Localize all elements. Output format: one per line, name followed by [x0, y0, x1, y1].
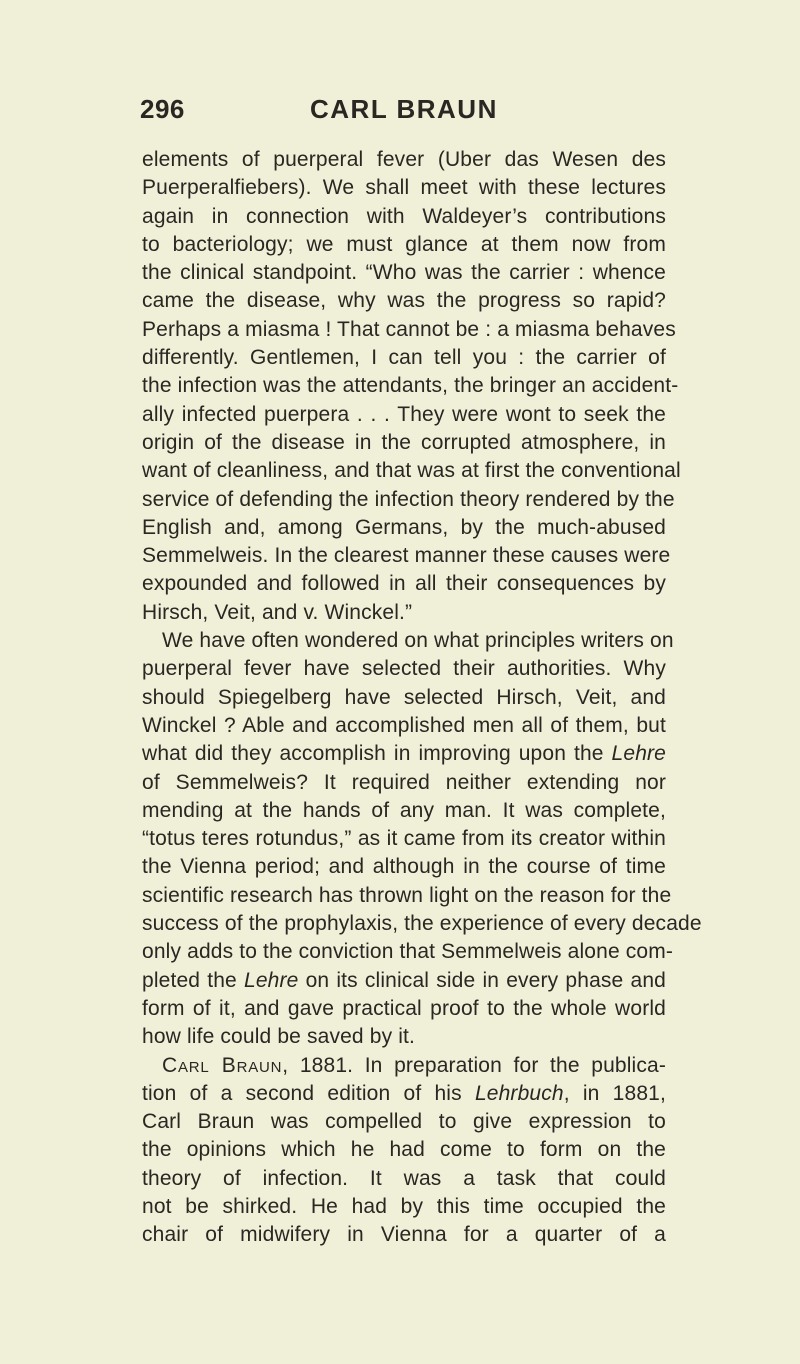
text-line: success of the prophylaxis, the experience of every decade	[142, 912, 702, 936]
text-line	[142, 1052, 666, 1080]
text-line: service of defending the infection theory rendered by the	[142, 487, 675, 511]
text-line: Hirsch, Veit, and v. Winckel.”	[142, 600, 413, 624]
text-line: the infection was the attendants, the bringer an accident-	[142, 374, 679, 398]
text-line: puerperal fever have selected their authorities. Why	[142, 657, 666, 681]
text-line: scientific research has thrown light on the reason for the	[142, 883, 672, 907]
text-line: to bacteriology; we must glance at them now from	[142, 232, 666, 256]
text-line: “totus teres rotundus,” as it came from its creator within	[142, 827, 666, 851]
text-line: only adds to the conviction that Semmelweis alone com-	[142, 940, 674, 964]
text-fragment: what did they accomplish in improving upon the	[142, 742, 604, 766]
text-line: We have often wondered on what principles writers on	[162, 629, 674, 653]
text-line: how life could be saved by it.	[142, 1025, 415, 1049]
running-title: CARL BRAUN	[310, 94, 498, 124]
text-line: origin of the disease in the corrupted atmosphere, in	[142, 430, 666, 454]
text-line: mending at the hands of any man. It was complete,	[142, 798, 666, 822]
text-fragment: , in 1881,	[563, 1081, 666, 1105]
text-line: English and, among Germans, by the much-abused	[142, 515, 666, 539]
text-line: Winckel ? Able and accomplished men all of them, but	[142, 713, 666, 737]
italic-term: Lehre	[611, 742, 666, 766]
text-line: Semmelweis. In the clearest manner these causes were	[142, 544, 671, 568]
text-line	[142, 967, 666, 995]
text-line	[142, 1080, 666, 1108]
text-line	[142, 740, 666, 768]
text-fragment: on its clinical side in every phase and	[305, 968, 666, 992]
small-caps-name: Carl Braun	[162, 1053, 283, 1077]
text-line: the clinical standpoint. “Who was the carrier : whence	[142, 261, 666, 285]
text-fragment: tion of a second edition of his	[142, 1081, 462, 1105]
text-line: Puerperalfiebers). We shall meet with these lectures	[142, 176, 666, 200]
text-line: ally infected puerpera . . . They were wont to seek the	[142, 402, 666, 426]
text-line: expounded and followed in all their consequences by	[142, 572, 666, 596]
text-fragment: , 1881. In preparation for the publica-	[282, 1053, 666, 1077]
text-line: not be shirked. He had by this time occupied the	[142, 1194, 666, 1218]
text-line: elements of puerperal fever (Uber das Wesen des	[142, 148, 666, 171]
text-line: Carl Braun was compelled to give expression to	[142, 1110, 666, 1134]
text-fragment: pleted the	[142, 968, 237, 992]
running-head	[0, 92, 800, 126]
text-line: want of cleanliness, and that was at first the conventional	[142, 459, 681, 483]
text-line: came the disease, why was the progress so rapid?	[142, 289, 666, 313]
text-line: Perhaps a miasma ! That cannot be : a miasma behaves	[142, 317, 676, 341]
page-number: 296	[140, 94, 185, 124]
text-line: again in connection with Waldeyer’s contributions	[142, 204, 666, 228]
body-text	[142, 146, 702, 1250]
italic-term: Lehre	[243, 968, 299, 992]
text-line: of Semmelweis? It required neither extending nor	[142, 770, 666, 794]
text-line: differently. Gentlemen, I can tell you : the carrier of	[142, 346, 666, 370]
text-line: chair of midwifery in Vienna for a quarter of a	[142, 1223, 666, 1247]
text-line: the Vienna period; and although in the course of time	[142, 855, 666, 879]
italic-term: Lehrbuch	[474, 1081, 564, 1105]
text-line: form of it, and gave practical proof to the whole world	[142, 996, 666, 1020]
text-line: the opinions which he had come to form on the	[142, 1138, 666, 1162]
text-line: theory of infection. It was a task that could	[142, 1166, 666, 1190]
text-line: should Spiegelberg have selected Hirsch, Veit, and	[142, 685, 666, 709]
